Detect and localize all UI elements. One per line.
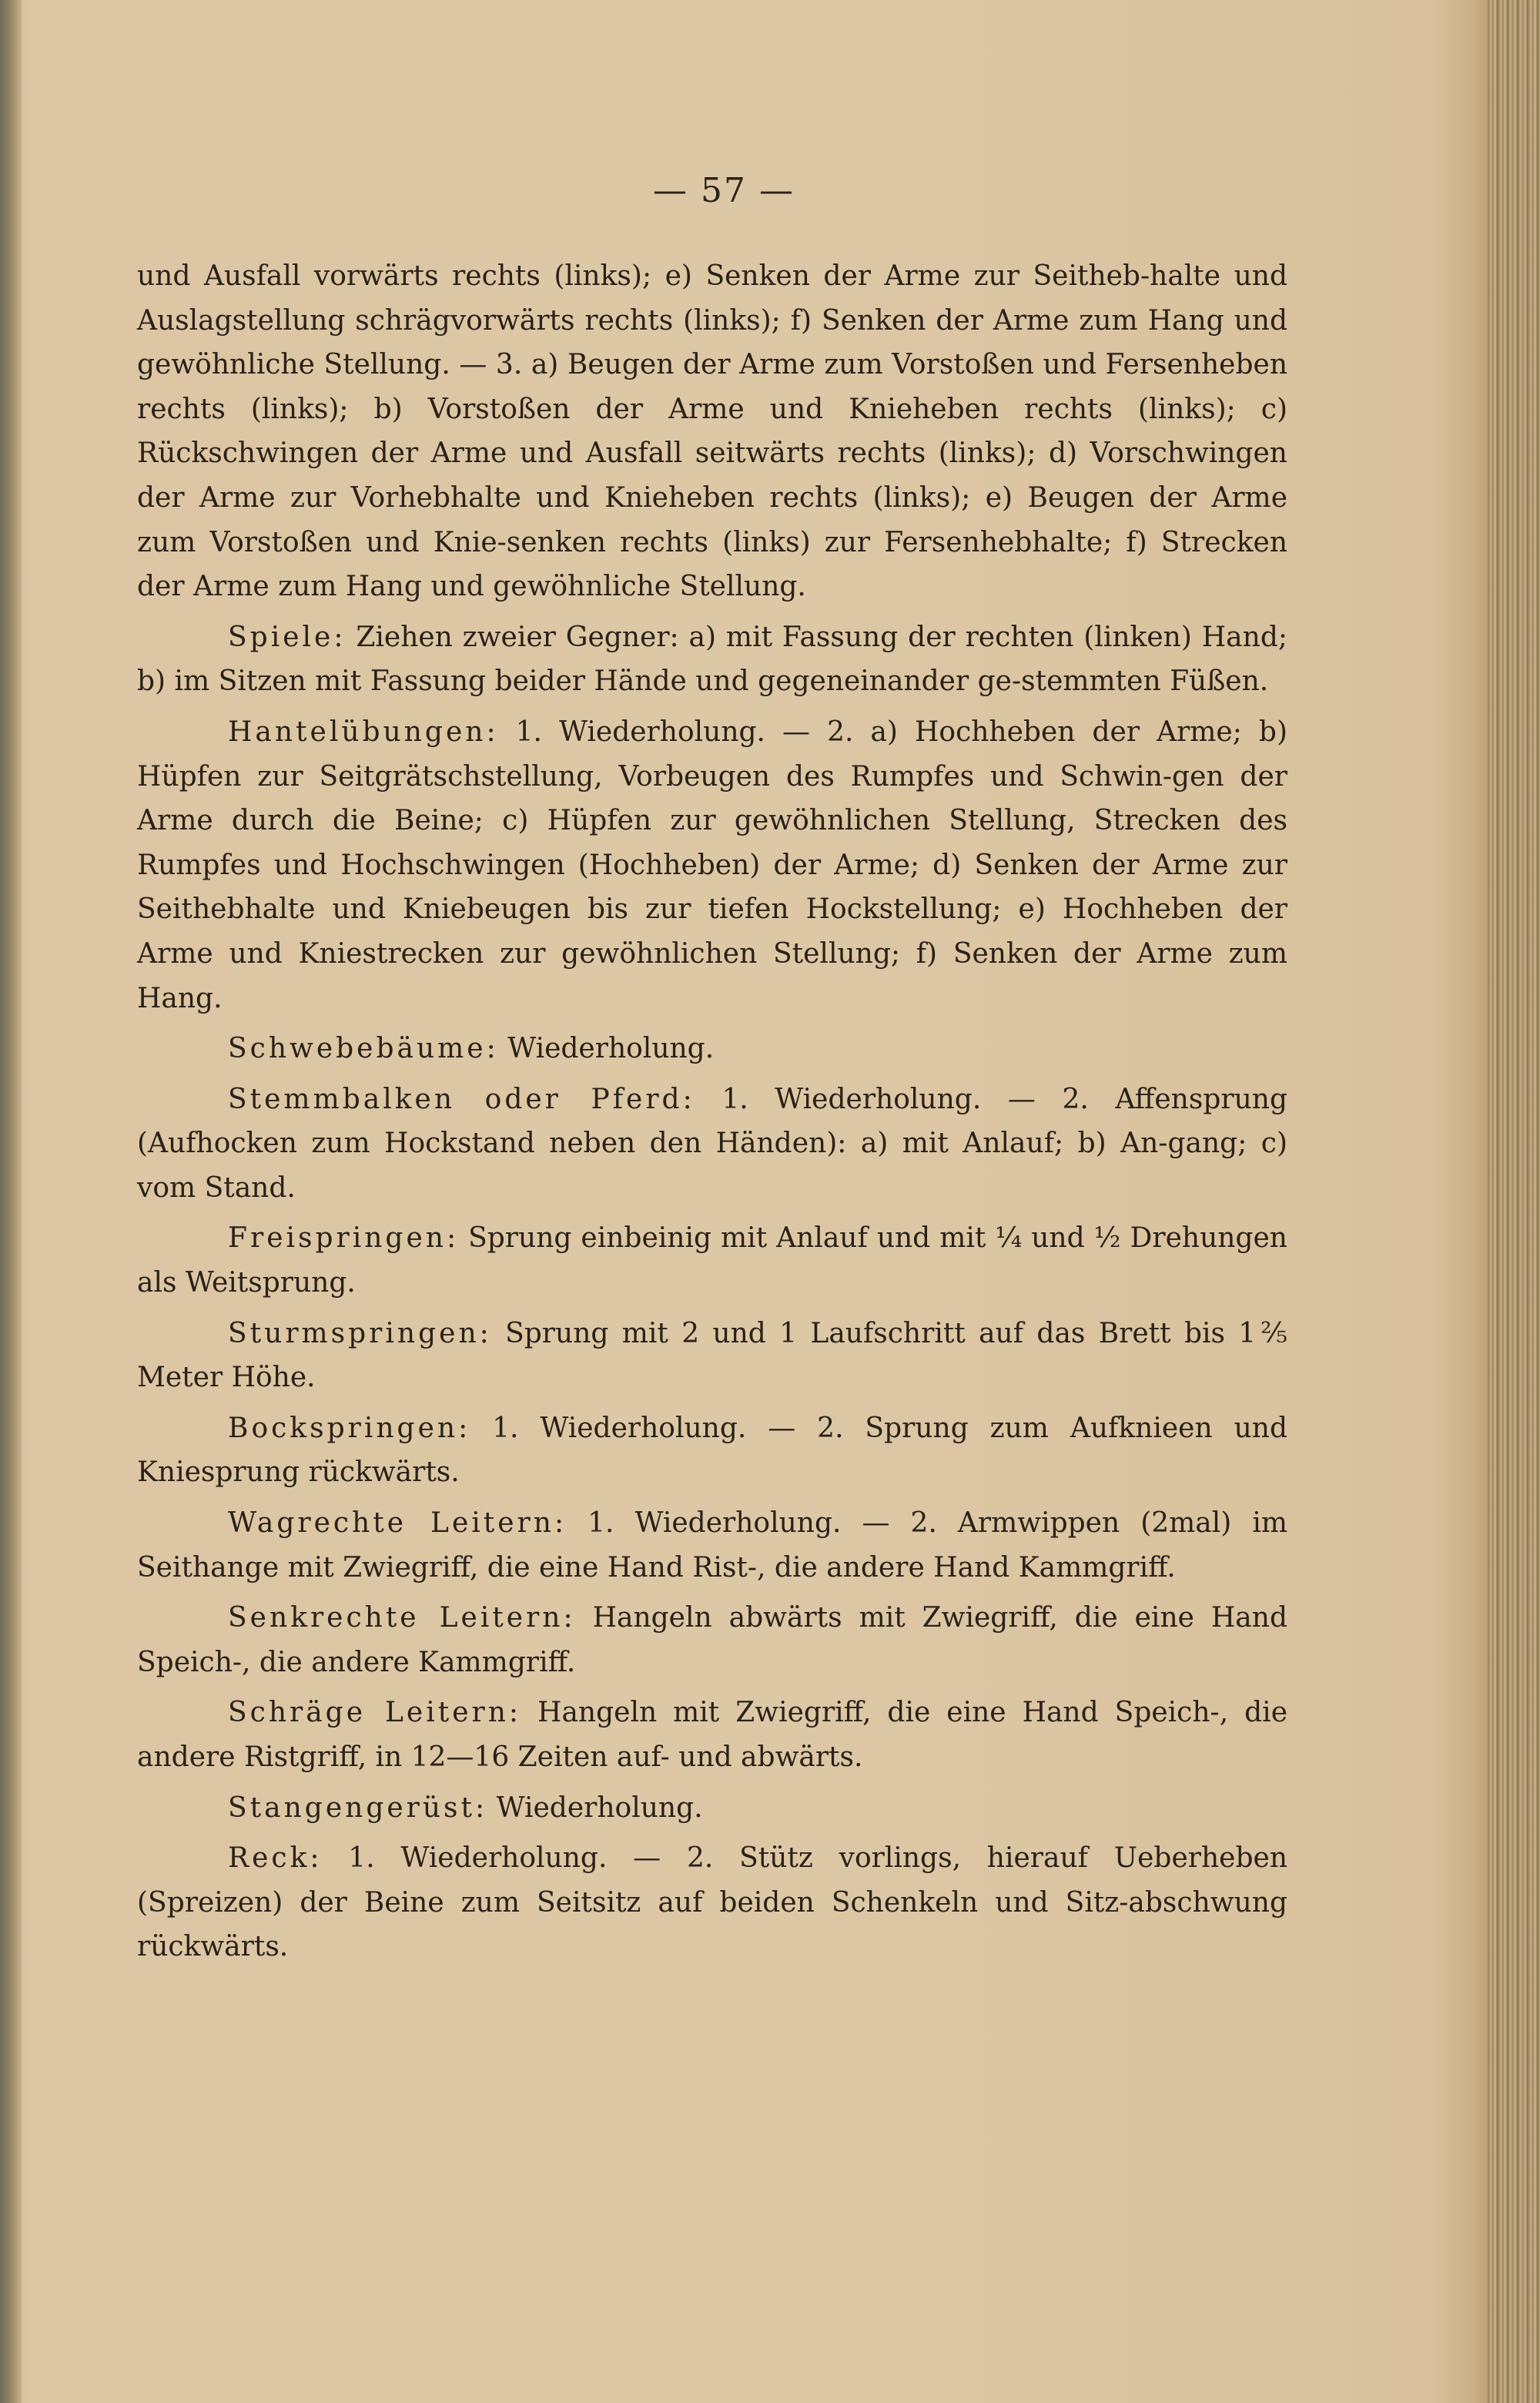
paragraph-reck <box>137 1836 1287 1969</box>
paragraph-heading: Reck: <box>228 1842 323 1875</box>
page-left-edge <box>0 0 22 2403</box>
paragraph-wagrechte-leitern <box>137 1501 1287 1590</box>
paragraph-schraege-leitern <box>137 1691 1287 1779</box>
paragraph-heading: Freispringen: <box>228 1222 460 1255</box>
paragraph-continuation <box>137 254 1287 609</box>
paragraph-text: Hangeln mit Zwiegriff, die eine Hand Speich-, die andere Ristgriff, in 12—16 Zeiten auf- und abwärts. <box>137 1697 1288 1773</box>
paragraph-heading: Senkrechte Leitern: <box>228 1602 576 1634</box>
paragraph-heading: Schräge Leitern: <box>228 1697 522 1729</box>
paragraph-text: Ziehen zweier Gegner: a) mit Fassung der rechten (linken) Hand; b) im Sitzen mit Fassung beider Hände und gegeneinander ge-stemmten Füßen. <box>137 621 1287 698</box>
paragraph-text: Sprung mit 2 und 1 Laufschritt auf das Brett bis 1⅖ Meter Höhe. <box>137 1317 1287 1394</box>
paragraph-text: 1. Wiederholung. — 2. a) Hochheben der Arme; b) Hüpfen zur Seitgrätschstellung, Vorbeugen des Rumpfes und Schwin-gen der Arme durch die Beine; c) Hüpfen zur gewöhnlichen Stellung, Strecken des Rumpfes und Hochschwingen (Hochheben) der Arme; d) Senken der Arme zur Seithebhalte und Kniebeugen bis zur tiefen Hockstellung; e) Hochheben der Arme und Kniestrecken zur gewöhnlichen Stellung; f) Senken der Arme zum Hang. <box>137 716 1287 1014</box>
paragraph-heading: Stangengerüst: <box>228 1791 488 1824</box>
paragraph-schwebebaeume <box>137 1027 1287 1071</box>
paragraph-text: und Ausfall vorwärts rechts (links); e) Senken der Arme zur Seitheb-halte und Auslagstellung schrägvorwärts rechts (links); f) Senken der Arme zum Hang und gewöhnliche Stellung. — 3. a) Beugen der Arme zum Vorstoßen und Fersenheben rechts (links); b) Vorstoßen der Arme und Knieheben rechts (links); c) Rückschwingen der Arme und Ausfall seitwärts rechts (links); d) Vorschwingen der Arme zur Vorhebhalte und Knieheben rechts (links); e) Beugen der Arme zum Vorstoßen und Knie-senken rechts (links) zur Fersenhebhalte; f) Strecken der Arme zum Hang und gewöhnliche Stellung. <box>137 260 1287 603</box>
paragraph-text: Sprung einbeinig mit Anlauf und mit ¼ und ½ Drehungen als Weitsprung. <box>137 1222 1287 1299</box>
book-binding-edge <box>1488 0 1540 2403</box>
paragraph-heading: Stemmbalken oder Pferd: <box>228 1083 695 1115</box>
paragraph-text: Hangeln abwärts mit Zwiegriff, die eine Hand Speich-, die andere Kammgriff. <box>137 1602 1287 1678</box>
body-text <box>137 254 1287 1976</box>
paragraph-text: 1. Wiederholung. — 2. Stütz vorlings, hierauf Ueberheben (Spreizen) der Beine zum Seitsitz auf beiden Schenkeln und Sitz-abschwung rückwärts. <box>137 1842 1287 1963</box>
paragraph-freispringen <box>137 1216 1287 1305</box>
paragraph-heading: Sturmspringen: <box>228 1317 492 1349</box>
paragraph-text: 1. Wiederholung. — 2. Affensprung (Aufhocken zum Hockstand neben den Händen): a) mit Anlauf; b) An-gang; c) vom Stand. <box>137 1083 1288 1204</box>
paragraph-text: 1. Wiederholung. — 2. Sprung zum Aufknieen und Kniesprung rückwärts. <box>137 1412 1287 1489</box>
paragraph-stemmbalken <box>137 1077 1287 1211</box>
paragraph-heading: Schwebebäume: <box>228 1033 499 1065</box>
paragraph-heading: Hantelübungen: <box>228 716 499 748</box>
paragraph-heading: Spiele: <box>228 621 346 653</box>
paragraph-senkrechte-leitern <box>137 1596 1287 1684</box>
paragraph-stangengeruest <box>137 1786 1287 1831</box>
paragraph-heading: Wagrechte Leitern: <box>228 1507 567 1540</box>
page-number: — 57 — <box>653 171 795 210</box>
paragraph-sturmspringen <box>137 1312 1287 1400</box>
paragraph-bockspringen <box>137 1406 1287 1495</box>
paragraph-heading: Bockspringen: <box>228 1412 471 1444</box>
paragraph-spiele <box>137 615 1287 704</box>
paragraph-text: Wiederholung. <box>487 1791 703 1824</box>
paragraph-hanteluebungen <box>137 710 1287 1021</box>
paragraph-text: Wiederholung. <box>498 1033 715 1065</box>
paragraph-text: 1. Wiederholung. — 2. Armwippen (2mal) im Seithange mit Zwiegriff, die eine Hand Rist-, die andere Hand Kammgriff. <box>137 1507 1287 1584</box>
